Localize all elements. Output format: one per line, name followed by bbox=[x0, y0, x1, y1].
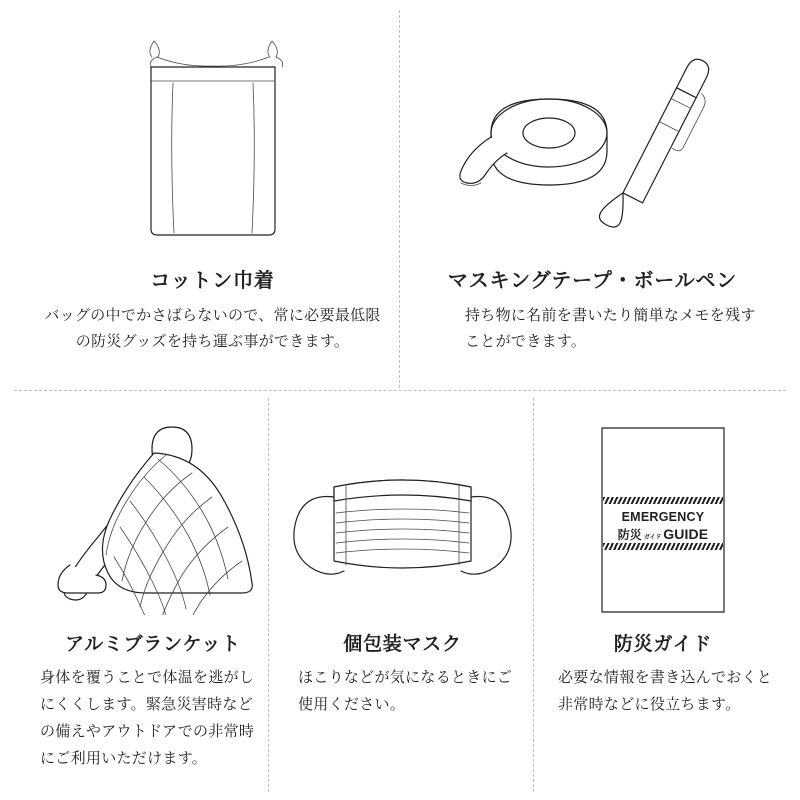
feature-aluminum-blanket bbox=[40, 410, 266, 772]
feature-cotton-pouch bbox=[40, 18, 385, 356]
guide-stripe-bottom bbox=[603, 543, 723, 550]
feature-title: 防災ガイド bbox=[613, 634, 713, 655]
vertical-divider-bottom-left bbox=[268, 398, 269, 792]
feature-mask bbox=[280, 410, 525, 718]
guide-card-label bbox=[604, 511, 722, 541]
feature-masking-tape-pen bbox=[420, 18, 765, 356]
feature-description: 身体を覆うことで体温を逃がしにくくします。緊急災害時などの備えやアウトドアでの非常時にご利用いただけます。 bbox=[40, 669, 255, 767]
horizontal-divider bbox=[14, 390, 786, 391]
feature-title: アルミブランケット bbox=[65, 634, 241, 655]
emergency-blanket-icon bbox=[40, 410, 266, 615]
feature-description: 必要な情報を書き込んでおくと非常時などに役立ちます。 bbox=[558, 669, 773, 713]
feature-title: コットン巾着 bbox=[150, 270, 275, 292]
feature-title: 個包装マスク bbox=[343, 634, 462, 655]
guide-label-guide: GUIDE bbox=[663, 525, 709, 542]
vertical-divider-top bbox=[399, 10, 400, 388]
feature-disaster-guide bbox=[548, 410, 778, 718]
drawstring-bag-icon bbox=[40, 18, 385, 248]
guide-label-jp: 防災 bbox=[617, 527, 642, 542]
guide-label-emergency: EMERGENCY bbox=[621, 510, 705, 524]
guide-stripe-top bbox=[603, 497, 723, 504]
feature-description: 持ち物に名前を書いたり簡単なメモを残すことができます。 bbox=[465, 307, 756, 351]
feature-description: ほこりなどが気になるときにご使用ください。 bbox=[298, 669, 513, 713]
masking-tape-pen-icon bbox=[420, 18, 765, 248]
emergency-guide-icon bbox=[548, 410, 778, 615]
feature-description: バッグの中でかさばらないので、常に必要最低限の防災グッズを持ち運ぶ事ができます。 bbox=[44, 307, 381, 351]
guide-label-jp-small: ガイド bbox=[643, 534, 662, 541]
vertical-divider-bottom-right bbox=[533, 398, 534, 792]
feature-title: マスキングテープ・ボールペン bbox=[447, 270, 738, 292]
face-mask-icon bbox=[280, 410, 525, 615]
